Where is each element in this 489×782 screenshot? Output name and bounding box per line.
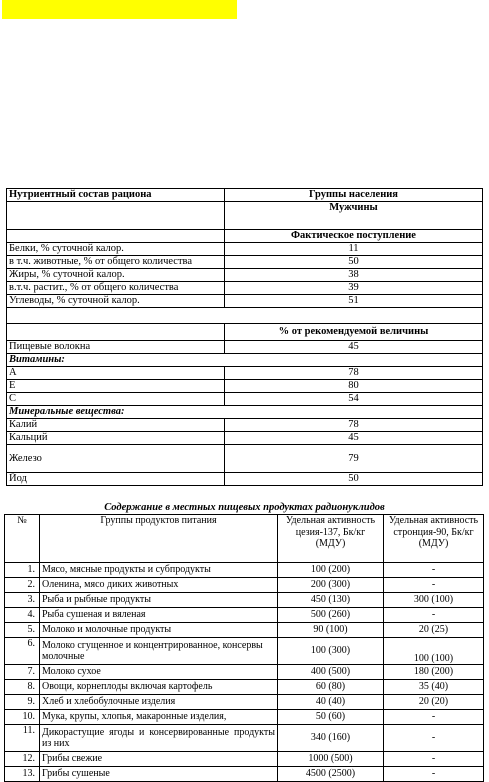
row-strontium: -	[384, 710, 484, 725]
row-cesium: 50 (60)	[278, 710, 384, 725]
row-product: Мука, крупы, хлопья, макаронные изделия,	[40, 710, 278, 725]
col-header-products: Группы продуктов питания	[40, 515, 278, 563]
row-value: 50	[225, 256, 483, 269]
mineral-value: 45	[225, 432, 483, 445]
actual-header: Фактическое поступление	[225, 230, 483, 243]
row-product: Рыба сушеная и вяленая	[40, 608, 278, 623]
col-header-strontium: Удельная активность стронция-90, Бк/кг (МДУ)	[384, 515, 484, 563]
row-product: Овощи, корнеплоды включая картофель	[40, 680, 278, 695]
row-label: Углеводы, % суточной калор.	[7, 295, 225, 308]
fiber-label: Пищевые волокна	[7, 341, 225, 354]
row-value: 51	[225, 295, 483, 308]
vitamins-title: Витамины:	[7, 354, 483, 367]
header-right: Группы населения	[225, 189, 483, 202]
row-strontium: -	[384, 767, 484, 782]
row-strontium: 300 (100)	[384, 593, 484, 608]
row-cesium: 90 (100)	[278, 623, 384, 638]
row-product: Мясо, мясные продукты и субпродукты	[40, 563, 278, 578]
row-number: 8.	[5, 680, 40, 695]
row-number: 9.	[5, 695, 40, 710]
row-cesium: 400 (500)	[278, 665, 384, 680]
mineral-value: 78	[225, 419, 483, 432]
row-number: 13.	[5, 767, 40, 782]
col-header-cesium: Удельная активность цезия-137, Бк/кг (МДУ)	[278, 515, 384, 563]
row-product: Рыба и рыбные продукты	[40, 593, 278, 608]
blank-cell	[7, 230, 225, 243]
recommended-header: % от рекомендуемой величины	[225, 324, 483, 341]
row-number: 11.	[5, 725, 40, 752]
row-strontium: 180 (200)	[384, 665, 484, 680]
row-label: Жиры, % суточной калор.	[7, 269, 225, 282]
row-cesium: 1000 (500)	[278, 752, 384, 767]
row-number: 12.	[5, 752, 40, 767]
mineral-label: Железо	[7, 445, 225, 473]
spacer-row	[7, 308, 483, 324]
row-product: Грибы сушеные	[40, 767, 278, 782]
radionuclide-table	[4, 514, 484, 782]
row-cesium: 450 (130)	[278, 593, 384, 608]
row-product: Молоко сгущенное и концентрированное, консервы молочные	[40, 638, 278, 665]
row-strontium: 20 (20)	[384, 695, 484, 710]
row-value: 39	[225, 282, 483, 295]
row-value: 38	[225, 269, 483, 282]
row-cesium: 100 (200)	[278, 563, 384, 578]
row-strontium: -	[384, 608, 484, 623]
mineral-label: Калий	[7, 419, 225, 432]
blank-cell	[7, 324, 225, 341]
row-strontium: -	[384, 578, 484, 593]
mineral-value: 79	[225, 445, 483, 473]
row-number: 7.	[5, 665, 40, 680]
row-product: Молоко сухое	[40, 665, 278, 680]
minerals-title: Минеральные вещества:	[7, 406, 483, 419]
row-cesium: 200 (300)	[278, 578, 384, 593]
vitamin-label: Е	[7, 380, 225, 393]
row-label: Белки, % суточной калор.	[7, 243, 225, 256]
row-product: Дикорастущие ягоды и консервированные продукты из них	[40, 725, 278, 752]
row-number: 4.	[5, 608, 40, 623]
row-cesium: 500 (260)	[278, 608, 384, 623]
row-product: Оленина, мясо диких животных	[40, 578, 278, 593]
row-cesium: 60 (80)	[278, 680, 384, 695]
subheader: Мужчины	[225, 202, 483, 230]
row-number: 2.	[5, 578, 40, 593]
row-product: Хлеб и хлебобулочные изделия	[40, 695, 278, 710]
row-cesium: 340 (160)	[278, 725, 384, 752]
vitamin-label: А	[7, 367, 225, 380]
row-strontium: -	[384, 725, 484, 752]
row-cesium: 4500 (2500)	[278, 767, 384, 782]
row-value: 11	[225, 243, 483, 256]
row-number: 1.	[5, 563, 40, 578]
row-product: Молоко и молочные продукты	[40, 623, 278, 638]
row-label: в т.ч. животные, % от общего количества	[7, 256, 225, 269]
row-number: 10.	[5, 710, 40, 725]
row-label: в.т.ч. растит., % от общего количества	[7, 282, 225, 295]
row-strontium: -	[384, 752, 484, 767]
mineral-label: Кальций	[7, 432, 225, 445]
row-strontium: 100 (100)	[384, 638, 484, 665]
vitamin-label: С	[7, 393, 225, 406]
vitamin-value: 78	[225, 367, 483, 380]
fiber-value: 45	[225, 341, 483, 354]
col-header-number: №	[5, 515, 40, 563]
vitamin-value: 54	[225, 393, 483, 406]
blank-cell	[7, 202, 225, 230]
row-strontium: 35 (40)	[384, 680, 484, 695]
row-cesium: 100 (300)	[278, 638, 384, 665]
row-number: 6.	[5, 638, 40, 665]
header-left: Нутриентный состав рациона	[7, 189, 225, 202]
highlight-bar	[2, 0, 237, 19]
row-number: 3.	[5, 593, 40, 608]
row-strontium: -	[384, 563, 484, 578]
radionuclide-caption: Содержание в местных пищевых продуктах радионуклидов	[104, 502, 385, 513]
row-product: Грибы свежие	[40, 752, 278, 767]
row-number: 5.	[5, 623, 40, 638]
row-cesium: 40 (40)	[278, 695, 384, 710]
row-strontium: 20 (25)	[384, 623, 484, 638]
nutrient-table	[6, 188, 483, 486]
vitamin-value: 80	[225, 380, 483, 393]
mineral-value: 50	[225, 473, 483, 486]
mineral-label: Йод	[7, 473, 225, 486]
